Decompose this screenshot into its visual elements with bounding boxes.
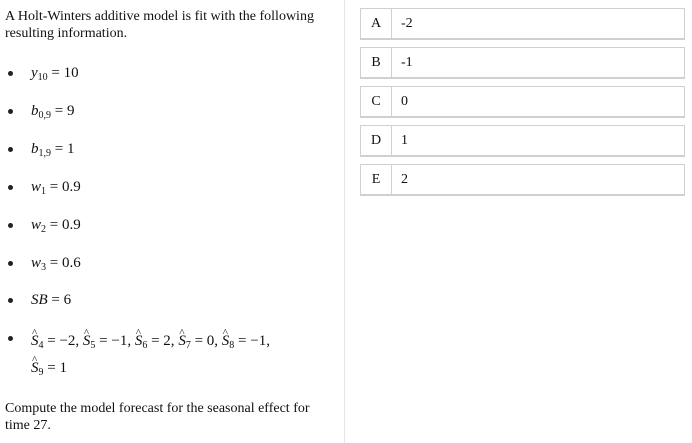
value: = 9 — [54, 103, 75, 119]
bullet-icon — [8, 298, 13, 303]
option-b[interactable] — [360, 47, 685, 78]
value: = 1 — [54, 141, 75, 157]
subscript: 0,9 — [38, 110, 51, 121]
option-letter: D — [361, 126, 392, 155]
bullet-icon — [8, 223, 13, 228]
option-letter: A — [361, 9, 392, 38]
symbol: ^ S — [31, 357, 39, 379]
subscript: 6 — [142, 340, 148, 351]
symbol: ^ S — [222, 330, 230, 352]
option-letter: B — [361, 48, 392, 77]
symbol: ^ S — [83, 330, 91, 352]
option-value: -2 — [401, 15, 413, 31]
subscript: 8 — [229, 340, 235, 351]
bullet-icon — [8, 71, 13, 76]
symbol: w — [31, 217, 42, 233]
subscript: 5 — [90, 340, 96, 351]
symbol: ^ S — [178, 330, 186, 352]
option-value: 1 — [401, 132, 408, 148]
value: = 0.9 — [49, 179, 81, 195]
seasonal-term — [178, 333, 218, 349]
value: = 2, — [151, 333, 175, 349]
value: = 0.9 — [49, 217, 81, 233]
seasonal-term — [222, 333, 270, 349]
option-value: 0 — [401, 93, 408, 109]
subscript: 1 — [41, 186, 47, 197]
subscript: 7 — [185, 340, 191, 351]
subscript: 10 — [37, 72, 48, 83]
bullet-icon — [8, 147, 13, 152]
bullet-icon — [8, 109, 13, 114]
subscript: 9 — [38, 367, 44, 378]
option-letter: E — [361, 165, 392, 194]
panel-divider — [344, 0, 345, 443]
seasonal-term — [83, 333, 131, 349]
symbol: SB — [31, 292, 48, 308]
seasonal-term — [135, 333, 175, 349]
subscript: 3 — [41, 262, 47, 273]
option-d[interactable] — [360, 125, 685, 156]
symbol: b — [31, 141, 39, 157]
option-c[interactable] — [360, 86, 685, 117]
value: = 1 — [47, 360, 67, 376]
symbol: ^ S — [31, 330, 39, 352]
bullet-icon — [8, 185, 13, 190]
subscript: 2 — [41, 224, 47, 235]
subscript: 4 — [38, 340, 44, 351]
value: = 0, — [194, 333, 219, 349]
symbol: ^ S — [135, 330, 143, 352]
value: = −1, — [99, 333, 132, 349]
symbol: y — [31, 65, 38, 81]
bullet-icon — [8, 336, 13, 341]
option-letter: C — [361, 87, 392, 116]
bullet-icon — [8, 261, 13, 266]
value: = 10 — [51, 65, 79, 81]
option-value: -1 — [401, 54, 413, 70]
option-a[interactable] — [360, 8, 685, 39]
seasonal-term — [31, 333, 79, 349]
value: = 6 — [51, 292, 72, 308]
symbol: w — [31, 255, 42, 271]
value: = −1, — [238, 333, 270, 349]
value: = −2, — [47, 333, 80, 349]
value: = 0.6 — [49, 255, 81, 271]
subscript: 1,9 — [38, 148, 51, 159]
option-e[interactable] — [360, 164, 685, 195]
question-prompt: Compute the model forecast for the seasonal effect for time 27. — [5, 401, 310, 433]
symbol: b — [31, 103, 39, 119]
symbol: w — [31, 179, 42, 195]
seasonal-term — [31, 360, 67, 376]
question-intro: A Holt-Winters additive model is fit with the following resulting information. — [5, 9, 314, 41]
option-value: 2 — [401, 171, 408, 187]
